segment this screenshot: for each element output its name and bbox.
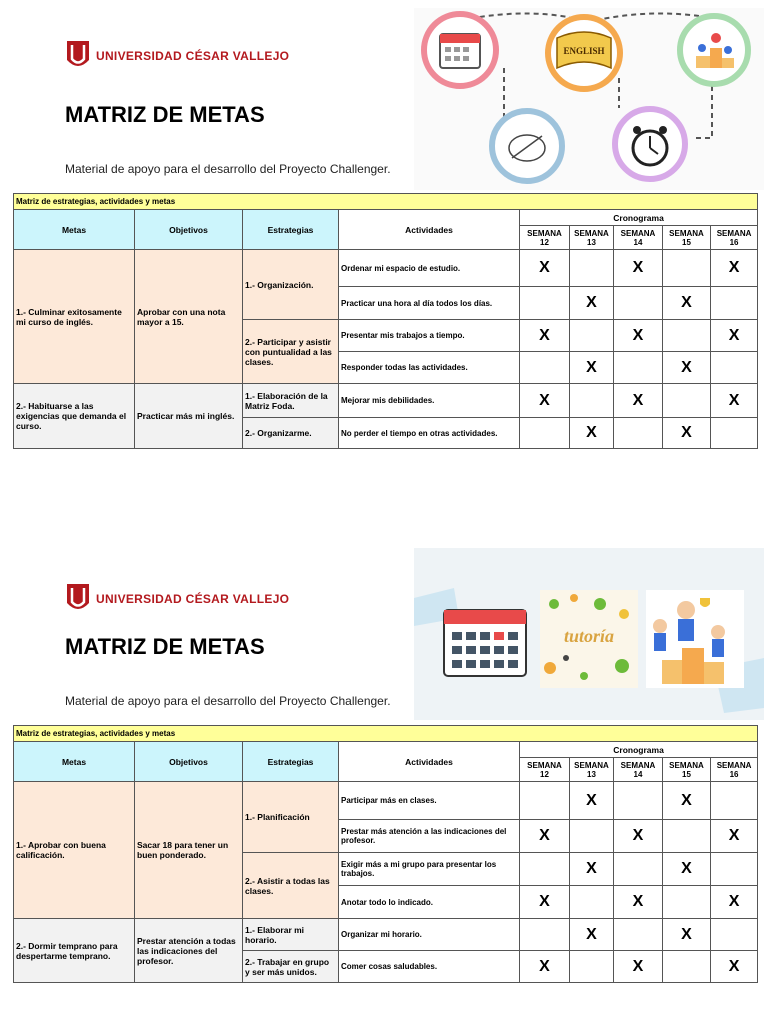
mark-cell <box>520 418 570 449</box>
objetivo-cell: Practicar más mi inglés. <box>135 384 243 449</box>
mark-cell <box>711 352 758 384</box>
meta-cell: 1.- Culminar exitosamente mi curso de inglés. <box>14 250 135 384</box>
alarm-clock-icon <box>615 109 685 179</box>
header-actividades: Actividades <box>339 742 520 782</box>
mark-cell <box>570 886 614 919</box>
mark-cell <box>614 287 663 320</box>
meta-cell: 2.- Dormir temprano para despertarme temprano. <box>14 919 135 983</box>
mark-cell <box>520 782 570 820</box>
mark-cell <box>614 418 663 449</box>
mark-cell: X <box>520 250 570 287</box>
mark-cell: X <box>570 919 614 951</box>
objetivo-cell: Prestar atención a todas las indicaciones del profesor. <box>135 919 243 983</box>
week-header: SEMANA 13 <box>570 226 614 250</box>
university-logo <box>66 40 289 72</box>
mark-cell: X <box>520 320 570 352</box>
logo-text: UNIVERSIDAD CÉSAR VALLEJO <box>96 592 290 606</box>
page-subtitle: Material de apoyo para el desarrollo del Proyecto Challenger. <box>65 694 391 708</box>
mark-cell <box>520 352 570 384</box>
mark-cell: X <box>570 352 614 384</box>
goals-illustration <box>414 8 764 190</box>
header-metas: Metas <box>14 742 135 782</box>
actividad-cell: Organizar mi horario. <box>339 919 520 951</box>
svg-text:tutoría: tutoría <box>563 626 615 646</box>
mark-cell: X <box>614 951 663 983</box>
actividad-cell: Presentar mis trabajos a tiempo. <box>339 320 520 352</box>
mark-cell <box>663 886 711 919</box>
mark-cell <box>663 951 711 983</box>
header-objetivos: Objetivos <box>135 210 243 250</box>
objetivo-cell: Aprobar con una nota mayor a 15. <box>135 250 243 384</box>
mark-cell <box>570 250 614 287</box>
header-metas: Metas <box>14 210 135 250</box>
mark-cell: X <box>570 782 614 820</box>
mark-cell <box>520 919 570 951</box>
mark-cell: X <box>570 287 614 320</box>
week-header: SEMANA 15 <box>663 758 711 782</box>
mark-cell <box>570 320 614 352</box>
week-header: SEMANA 16 <box>711 226 758 250</box>
page-subtitle: Material de apoyo para el desarrollo del Proyecto Challenger. <box>65 162 391 176</box>
mark-cell: X <box>520 951 570 983</box>
actividad-cell: Prestar más atención a las indicaciones del profesor. <box>339 820 520 853</box>
actividad-cell: Mejorar mis debilidades. <box>339 384 520 418</box>
mark-cell <box>711 418 758 449</box>
mark-cell <box>663 820 711 853</box>
mark-cell <box>663 384 711 418</box>
mark-cell <box>711 853 758 886</box>
mark-cell <box>520 853 570 886</box>
mark-cell: X <box>614 320 663 352</box>
actividad-cell: Comer cosas saludables. <box>339 951 520 983</box>
shield-logo-icon <box>66 40 90 72</box>
table-caption: Matriz de estrategias, actividades y metas <box>14 726 758 742</box>
mark-cell: X <box>663 853 711 886</box>
mark-cell: X <box>520 886 570 919</box>
svg-text:ENGLISH: ENGLISH <box>563 46 605 56</box>
actividad-cell: No perder el tiempo en otras actividades. <box>339 418 520 449</box>
mark-cell <box>614 919 663 951</box>
week-header: SEMANA 14 <box>614 226 663 250</box>
mark-cell: X <box>711 320 758 352</box>
mark-cell: X <box>614 250 663 287</box>
calendar-icon <box>424 14 496 86</box>
estrategia-cell: 2.- Asistir a todas las clases. <box>243 853 339 919</box>
mark-cell: X <box>711 886 758 919</box>
tutoria-illustration <box>414 548 764 720</box>
mark-cell: X <box>614 820 663 853</box>
mark-cell <box>570 951 614 983</box>
actividad-cell: Practicar una hora al día todos los días. <box>339 287 520 320</box>
actividad-cell: Responder todas las actividades. <box>339 352 520 384</box>
header-estrategias: Estrategias <box>243 210 339 250</box>
actividad-cell: Participar más en clases. <box>339 782 520 820</box>
mark-cell <box>570 820 614 853</box>
estrategia-cell: 1.- Organización. <box>243 250 339 320</box>
mark-cell <box>614 352 663 384</box>
podium-icon <box>680 16 748 84</box>
mark-cell: X <box>570 853 614 886</box>
mark-cell <box>711 782 758 820</box>
tutoria-card <box>540 590 638 688</box>
actividad-cell: Ordenar mi espacio de estudio. <box>339 250 520 287</box>
mark-cell: X <box>614 384 663 418</box>
meta-cell: 1.- Aprobar con buena calificación. <box>14 782 135 919</box>
estrategia-cell: 1.- Planificación <box>243 782 339 853</box>
page-title: MATRIZ DE METAS <box>65 634 265 659</box>
week-header: SEMANA 12 <box>520 758 570 782</box>
shield-logo-icon <box>66 583 90 615</box>
header-estrategias: Estrategias <box>243 742 339 782</box>
english-book-icon <box>548 17 620 89</box>
header-cronograma: Cronograma <box>520 210 758 226</box>
estrategia-cell: 2.- Trabajar en grupo y ser más unidos. <box>243 951 339 983</box>
estrategia-cell: 1.- Elaborar mi horario. <box>243 919 339 951</box>
week-header: SEMANA 13 <box>570 758 614 782</box>
week-header: SEMANA 14 <box>614 758 663 782</box>
meta-cell: 2.- Habituarse a las exigencias que demanda el curso. <box>14 384 135 449</box>
week-header: SEMANA 12 <box>520 226 570 250</box>
mark-cell: X <box>520 384 570 418</box>
mark-cell <box>711 919 758 951</box>
mark-cell: X <box>711 384 758 418</box>
week-header: SEMANA 15 <box>663 226 711 250</box>
table-caption: Matriz de estrategias, actividades y metas <box>14 194 758 210</box>
mark-cell <box>570 384 614 418</box>
objetivo-cell: Sacar 18 para tener un buen ponderado. <box>135 782 243 919</box>
mark-cell <box>663 250 711 287</box>
header-objetivos: Objetivos <box>135 742 243 782</box>
estrategia-cell: 2.- Organizarme. <box>243 418 339 449</box>
mark-cell <box>520 287 570 320</box>
mark-cell: X <box>663 418 711 449</box>
mark-cell <box>614 782 663 820</box>
header-cronograma: Cronograma <box>520 742 758 758</box>
estrategia-cell: 2.- Participar y asistir con puntualidad a las clases. <box>243 320 339 384</box>
header-actividades: Actividades <box>339 210 520 250</box>
mark-cell <box>614 853 663 886</box>
mark-cell: X <box>663 782 711 820</box>
mark-cell <box>663 320 711 352</box>
actividad-cell: Exigir más a mi grupo para presentar los trabajos. <box>339 853 520 886</box>
logo-text: UNIVERSIDAD CÉSAR VALLEJO <box>96 49 290 63</box>
mark-cell: X <box>711 951 758 983</box>
mark-cell: X <box>711 250 758 287</box>
actividad-cell: Anotar todo lo indicado. <box>339 886 520 919</box>
mark-cell: X <box>663 919 711 951</box>
podium-icon <box>646 590 744 688</box>
mark-cell: X <box>570 418 614 449</box>
mark-cell: X <box>614 886 663 919</box>
mark-cell: X <box>520 820 570 853</box>
goals-matrix-table-2 <box>13 725 758 983</box>
estrategia-cell: 1.- Elaboración de la Matriz Foda. <box>243 384 339 418</box>
university-logo <box>66 583 289 615</box>
goals-matrix-table-1 <box>13 193 758 449</box>
page-title: MATRIZ DE METAS <box>65 102 265 127</box>
mark-cell <box>711 287 758 320</box>
mark-cell: X <box>663 287 711 320</box>
calendar-icon <box>444 610 526 676</box>
mark-cell: X <box>663 352 711 384</box>
week-header: SEMANA 16 <box>711 758 758 782</box>
mark-cell: X <box>711 820 758 853</box>
planning-icon <box>492 111 562 181</box>
